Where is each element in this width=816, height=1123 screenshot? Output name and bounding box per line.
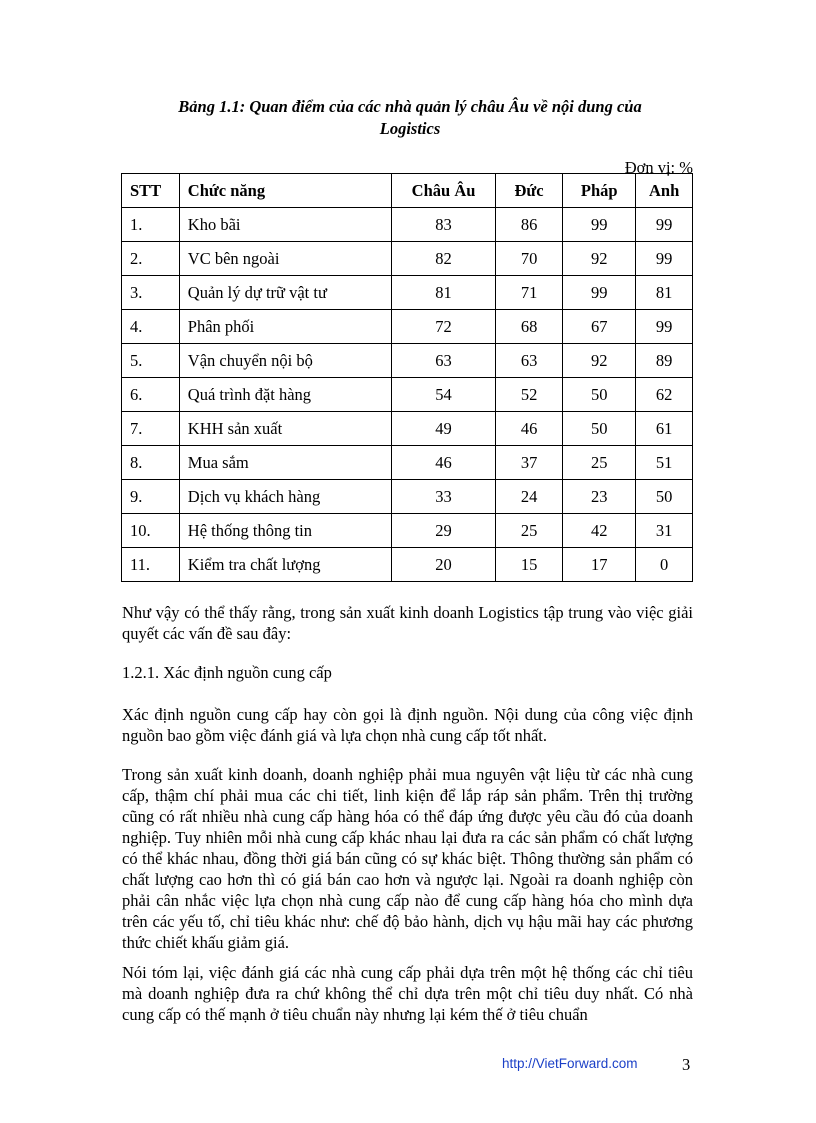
cell-france: 23 [563, 480, 636, 514]
paragraph-3: Nói tóm lại, việc đánh giá các nhà cung cấp phải dựa trên một hệ thống các chỉ tiêu mà doanh nghiệp đưa ra chứ không thể chỉ dựa trên một chỉ tiêu duy nhất. Có nhà cung cấp có thế mạnh ở tiêu chuẩn này nhưng lại kém thế ở tiêu chuẩn [122, 963, 693, 1024]
cell-europe: 46 [392, 446, 496, 480]
page-number: 3 [682, 1055, 691, 1074]
header-stt: STT [122, 174, 180, 208]
cell-germany: 24 [495, 480, 562, 514]
cell-stt: 9. [122, 480, 180, 514]
cell-germany: 63 [495, 344, 562, 378]
paragraph-1: Xác định nguồn cung cấp hay còn gọi là định nguồn. Nội dung của công việc định nguồn bao gồm việc đánh giá và lựa chọn nhà cung cấp tốt nhất. [122, 705, 693, 745]
cell-function: Mua sắm [179, 446, 391, 480]
table-row [122, 378, 693, 412]
cell-france: 92 [563, 344, 636, 378]
logistics-table [121, 173, 693, 582]
cell-france: 92 [563, 242, 636, 276]
cell-uk: 81 [636, 276, 693, 310]
cell-uk: 31 [636, 514, 693, 548]
cell-germany: 46 [495, 412, 562, 446]
table-row [122, 548, 693, 582]
cell-europe: 83 [392, 208, 496, 242]
cell-germany: 71 [495, 276, 562, 310]
cell-france: 42 [563, 514, 636, 548]
cell-stt: 8. [122, 446, 180, 480]
cell-europe: 33 [392, 480, 496, 514]
cell-france: 67 [563, 310, 636, 344]
cell-stt: 11. [122, 548, 180, 582]
table-row [122, 446, 693, 480]
cell-europe: 63 [392, 344, 496, 378]
cell-stt: 1. [122, 208, 180, 242]
cell-france: 50 [563, 378, 636, 412]
table-caption: Bảng 1.1: Quan điểm của các nhà quản lý châu Âu về nội dung của Logistics [178, 97, 642, 138]
cell-europe: 49 [392, 412, 496, 446]
table-row [122, 412, 693, 446]
cell-germany: 25 [495, 514, 562, 548]
header-uk: Anh [636, 174, 693, 208]
paragraph-2: Trong sản xuất kinh doanh, doanh nghiệp phải mua nguyên vật liệu từ các nhà cung cấp, thậm chí phải mua các chi tiết, linh kiện để lắp ráp sản phẩm. Trên thị trường cũng có rất nhiều nhà cung cấp hàng hóa có thể đáp ứng được yêu cầu đó của doanh nghiệp. Tuy nhiên mỗi nhà cung cấp khác nhau lại đưa ra các sản phẩm có chất lượng có thể khác nhau, đồng thời giá bán cũng có sự khác biệt. Thông thường sản phẩm có chất lượng cao hơn thì có giá bán cao hơn và ngược lại. Ngoài ra doanh nghiệp còn phải cân nhắc việc lựa chọn nhà cung cấp nào để cung cấp hàng hóa cho mình dựa trên các yếu tố, chỉ tiêu khác như: chế độ bảo hành, dịch vụ hậu mãi hay các phương thức chiết khấu giảm giá. [122, 765, 693, 952]
cell-function: Vận chuyển nội bộ [179, 344, 391, 378]
footer-link[interactable]: http://VietForward.com [502, 1056, 638, 1071]
cell-germany: 86 [495, 208, 562, 242]
cell-europe: 20 [392, 548, 496, 582]
header-france: Pháp [563, 174, 636, 208]
cell-germany: 37 [495, 446, 562, 480]
cell-function: Kiểm tra chất lượng [179, 548, 391, 582]
cell-function: Quá trình đặt hàng [179, 378, 391, 412]
table-row [122, 480, 693, 514]
cell-france: 99 [563, 276, 636, 310]
cell-uk: 50 [636, 480, 693, 514]
cell-europe: 81 [392, 276, 496, 310]
cell-uk: 0 [636, 548, 693, 582]
cell-uk: 99 [636, 242, 693, 276]
intro-paragraph: Như vậy có thể thấy rằng, trong sản xuất kinh doanh Logistics tập trung vào việc giải quyết các vấn đề sau đây: [122, 603, 693, 643]
table-row [122, 242, 693, 276]
header-europe: Châu Âu [392, 174, 496, 208]
table-row [122, 344, 693, 378]
table-row [122, 208, 693, 242]
cell-europe: 82 [392, 242, 496, 276]
cell-function: Phân phối [179, 310, 391, 344]
cell-stt: 2. [122, 242, 180, 276]
table-header-row [122, 174, 693, 208]
header-function: Chức năng [179, 174, 391, 208]
table-row [122, 514, 693, 548]
table-body [122, 208, 693, 582]
cell-function: Hệ thống thông tin [179, 514, 391, 548]
cell-france: 50 [563, 412, 636, 446]
cell-germany: 70 [495, 242, 562, 276]
cell-europe: 54 [392, 378, 496, 412]
section-heading: 1.2.1. Xác định nguồn cung cấp [122, 663, 332, 682]
cell-function: VC bên ngoài [179, 242, 391, 276]
cell-germany: 15 [495, 548, 562, 582]
cell-stt: 5. [122, 344, 180, 378]
cell-germany: 68 [495, 310, 562, 344]
cell-france: 17 [563, 548, 636, 582]
cell-function: KHH sản xuất [179, 412, 391, 446]
cell-function: Quản lý dự trữ vật tư [179, 276, 391, 310]
cell-function: Kho bãi [179, 208, 391, 242]
cell-uk: 62 [636, 378, 693, 412]
cell-uk: 61 [636, 412, 693, 446]
cell-uk: 51 [636, 446, 693, 480]
cell-stt: 6. [122, 378, 180, 412]
cell-europe: 29 [392, 514, 496, 548]
cell-uk: 89 [636, 344, 693, 378]
table-row [122, 310, 693, 344]
cell-stt: 10. [122, 514, 180, 548]
cell-france: 25 [563, 446, 636, 480]
cell-uk: 99 [636, 310, 693, 344]
cell-france: 99 [563, 208, 636, 242]
cell-function: Dịch vụ khách hàng [179, 480, 391, 514]
cell-uk: 99 [636, 208, 693, 242]
cell-europe: 72 [392, 310, 496, 344]
table-row [122, 276, 693, 310]
cell-stt: 3. [122, 276, 180, 310]
unit-label: Đơn vị: % [624, 158, 693, 177]
cell-germany: 52 [495, 378, 562, 412]
cell-stt: 7. [122, 412, 180, 446]
cell-stt: 4. [122, 310, 180, 344]
header-germany: Đức [495, 174, 562, 208]
